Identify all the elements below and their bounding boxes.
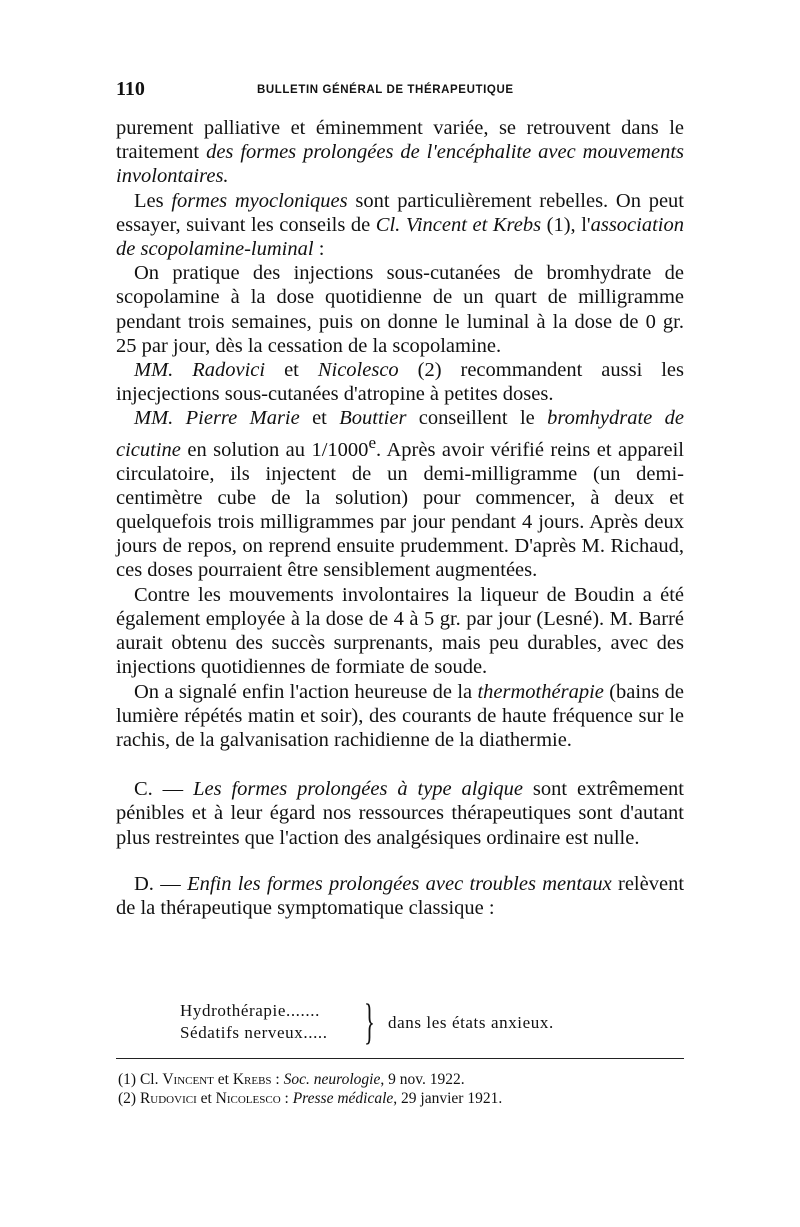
author-name: Vincent: [162, 1071, 214, 1088]
text-span: . Après avoir vérifié reins et appareil circulatoire, ils injectent de un demi-milligramme (un demi-centimètre cube de la solution) pour commencer, à deux et quelquefois trois milligrammes par jour pendant 4 jours. Après deux jours de repos, on reprend ensuite prudemment. D'après M. Richaud, ces doses pourraient être sensiblement augmentées.: [116, 438, 684, 582]
text-span: (2) recommandent aussi les injecjections sous-cutanées d'atropine à petites doses.: [116, 359, 685, 406]
text-span: C. —: [134, 778, 194, 801]
page-header: [116, 78, 684, 106]
text-span: , 29 janvier 1921.: [393, 1090, 503, 1107]
treatment-item: Hydrothérapie.......: [180, 1001, 320, 1020]
italic-span: des formes prolongées de l'encéphalite avec mouvements involontaires.: [116, 141, 684, 188]
footnote-number: (1): [118, 1071, 140, 1088]
italic-span: MM. Pierre Marie: [134, 407, 300, 430]
text-span: :: [280, 1090, 293, 1107]
paragraph-encephalite: [116, 116, 684, 189]
text-span: On pratique des injections sous-cutanées de bromhydrate de scopolamine à la dose quotidienne de un quart de milligramme pendant trois semaines, puis on donne le luminal à la dose de 0 gr. 25 par jour, dès la cessation de la scopolamine.: [116, 262, 684, 357]
author-name: Krebs: [232, 1071, 272, 1088]
treatment-item: Sédatifs nerveux.....: [180, 1023, 328, 1042]
footnote-1: [118, 1070, 684, 1089]
treatment-indication: dans les états anxieux.: [388, 1013, 554, 1032]
text-span: Les: [134, 189, 172, 212]
text-span: (bains de lumière répétés matin et soir), des courants de haute fréquence sur le rachis, de la galvanisation rachidienne de la diathermie.: [116, 680, 684, 751]
text-span: et: [213, 1071, 233, 1088]
text-span: sont extrêmement pénibles et à leur égard nos ressources thérapeutiques sont d'autant plus restreintes que l'action des analgésiques ordinaire est nulle.: [116, 778, 684, 849]
text-span: et: [299, 407, 340, 430]
italic-span: Cl. Vincent et Krebs: [375, 213, 542, 236]
section-c-type-algique: [116, 777, 684, 850]
paragraph-radovici: [116, 358, 684, 406]
body-text: [116, 116, 684, 920]
text-span: conseillent le: [406, 407, 548, 430]
text-span: D. —: [134, 872, 188, 895]
text-span: On a signalé enfin l'action heureuse de la: [134, 680, 478, 703]
italic-span: formes myocloniques: [171, 189, 348, 212]
paragraph-pierre-marie: [116, 406, 684, 582]
text-span: et: [196, 1090, 216, 1107]
text-span: , 9 nov. 1922.: [380, 1071, 465, 1088]
paragraph-scopolamine: [116, 261, 684, 358]
text-span: Cl.: [139, 1071, 163, 1088]
paragraph-liqueur-boudin: [116, 583, 684, 680]
footnote-2: [118, 1089, 684, 1108]
footnotes: [118, 1070, 684, 1108]
text-span: Contre les mouvements involontaires la liqueur de Boudin a été également employée à la dose de 4 à 5 gr. par jour (Lesné). M. Barré aurait obtenu des succès surprenants, mais peu durables, avec des injections quotidiennes de formiate de soude.: [116, 583, 684, 679]
curly-brace: }: [364, 993, 376, 1049]
paragraph-myocloniques: [116, 189, 684, 262]
italic-span: MM. Radovici: [134, 359, 266, 382]
text-span: :: [271, 1071, 284, 1088]
italic-span: Les formes prolongées à type algique: [193, 778, 524, 801]
text-span: :: [313, 238, 325, 261]
page-number: 110: [116, 78, 145, 100]
italic-span: Nicolesco: [317, 359, 399, 382]
text-span: purement palliative et éminemment variée, se retrouvent dans le traitement: [116, 117, 684, 164]
italic-span: Enfin les formes prolongées avec troubles mentaux: [187, 872, 612, 895]
text-span: et: [265, 359, 318, 382]
paragraph-thermotherapie: [116, 680, 684, 753]
text-span: (1), l': [541, 213, 591, 236]
author-name: Nicolesco: [215, 1090, 281, 1107]
section-d-troubles-mentaux: [116, 872, 684, 920]
author-name: Rudovici: [139, 1090, 197, 1107]
journal-title: Presse médicale: [292, 1090, 394, 1107]
text-span: en solution au 1/1000: [180, 438, 369, 461]
treatment-items: [180, 1000, 328, 1044]
italic-span: association de scopolamine-luminal: [116, 213, 684, 261]
italic-span: Bouttier: [339, 407, 407, 430]
italic-span: bromhydrate de cicutine: [116, 407, 684, 461]
footnote-number: (2): [118, 1090, 140, 1107]
text-span: relèvent de la thérapeutique symptomatique classique :: [116, 872, 685, 919]
treatment-list: [180, 993, 600, 1052]
journal-title: Soc. neurologie: [283, 1071, 381, 1088]
running-title: BULLETIN GÉNÉRAL DE THÉRAPEUTIQUE: [257, 84, 514, 96]
footnote-divider: [116, 1058, 684, 1059]
superscript: e: [368, 432, 377, 452]
italic-span: thermothérapie: [477, 680, 604, 703]
text-span: sont particulièrement rebelles. On peut essayer, suivant les conseils de: [116, 189, 684, 236]
